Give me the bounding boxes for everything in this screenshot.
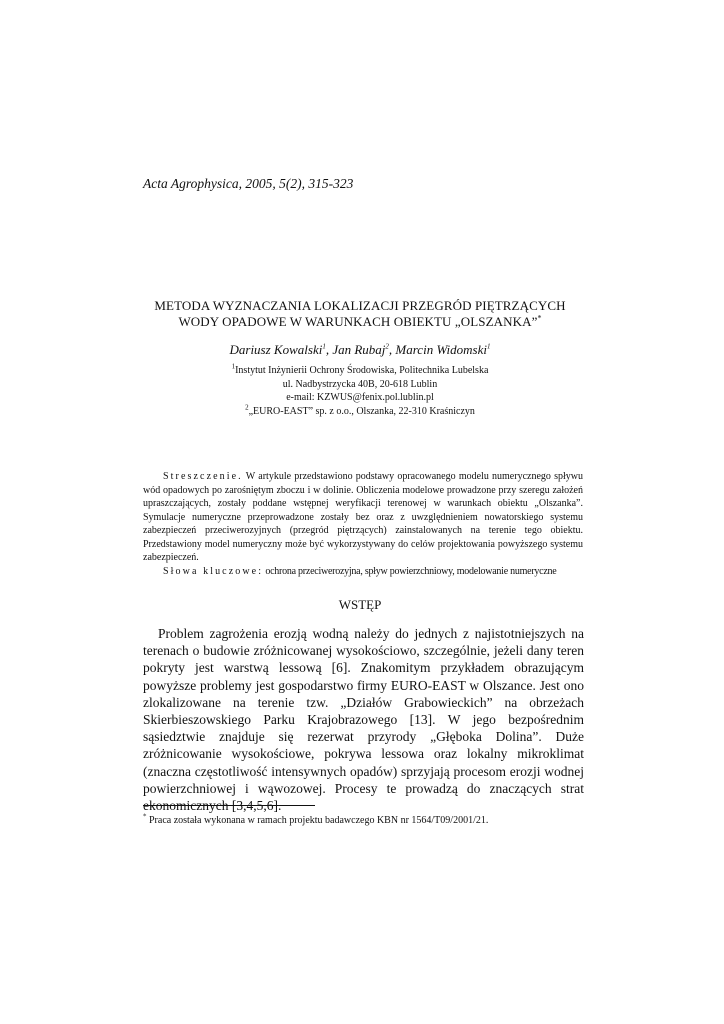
affiliation-1-address: ul. Nadbystrzycka 40B, 20-618 Lublin xyxy=(282,378,438,390)
author-affiliation-marker: 1 xyxy=(487,342,491,351)
abstract xyxy=(143,470,583,578)
keywords-text: ochrona przeciwerozyjna, spływ powierzchniowy, modelowanie numeryczne xyxy=(263,565,557,577)
title-line-1: METODA WYZNACZANIA LOKALIZACJI PRZEGRÓD PIĘTRZĄCYCH xyxy=(154,298,566,313)
abstract-paragraph xyxy=(143,470,583,565)
author-name: Dariusz Kowalski xyxy=(229,342,323,357)
title-line-2-text: WODY OPADOWE W WARUNKACH OBIEKTU „OLSZANKA” xyxy=(178,314,538,329)
title-footnote-marker: * xyxy=(537,313,542,323)
affiliations xyxy=(110,364,610,418)
footnote-text: Praca została wykonana w ramach projektu badawczego KBN nr 1564/T09/2001/21. xyxy=(146,815,489,826)
footnote-divider xyxy=(143,805,315,806)
author-affiliation-marker: 1 xyxy=(322,342,326,351)
body-text xyxy=(143,625,584,814)
author-name: Jan Rubaj xyxy=(332,342,386,357)
affiliation-marker: 1 xyxy=(231,362,236,371)
author-separator: , xyxy=(325,342,333,357)
affiliation-1-email: e-mail: KZWUS@fenix.pol.lublin.pl xyxy=(286,392,434,403)
keywords xyxy=(143,565,583,579)
affiliation-marker: 2 xyxy=(245,403,249,412)
title-line-2 xyxy=(110,314,610,330)
affiliation-2-line-1: $^2$„EURO-EAST” sp. z o.o., Olszanka, 22-310 Kraśniczyn xyxy=(245,403,475,417)
abstract-label: Streszczenie. xyxy=(163,471,243,482)
footnote-marker: * xyxy=(143,812,147,821)
body-paragraph: Problem zagrożenia erozją wodną należy do jednych z najistotniejszych na terenach o budowie zróżnicowanej wysokościowo, szczególnie, jeżeli dany teren pokryty jest warstwą lessową [6]. Znakomitym przykładem obrazującym powyższe problemy jest gospodarstwo firmy EURO-EAST w Olszance. Jest ono zlokalizowane na terenie tzw. „Działów Grabowieckich” na obrzeżach Skierbieszowskiego Parku Krajobrazowego [13]. W jego bezpośrednim sąsiedztwie znajduje się rezerwat przyrody „Głęboka Dolina”. Duże zróżnicowanie wysokościowe, pokrywa lessowa oraz lokalny mikroklimat (znaczna częstotliwość intensywnych opadów) sprzyjają procesom erozji wodnej powierzchniowej i wąwozowej. Procesy te prowadzą do znaczących strat ekonomicznych [3,4,5,6]. xyxy=(143,626,584,814)
affiliation-1-line-1: $^1$Instytut Inżynierii Ochrony Środowiska, Politechnika Lubelska xyxy=(231,362,489,376)
abstract-text: W artykule przedstawiono podstawy opracowanego modelu numerycznego spływu wód opadowych po zarośniętym zboczu i w dolinie. Obliczenia modelowe prowadzone przy szeregu założeń upraszczających, zostały poddane wstępnej weryfikacji terenowej w warunkach obiektu „Olszanka”. Symulacje numeryczne przeprowadzone zostały bez oraz z uwzględnieniem nowatorskiego systemu zabezpieczeń przeciwerozyjnych (przegród piętrzących) zainstalowanych na terenie tego obiektu. Przedstawiony model numeryczny może być wykorzystywany do celów projektowania powyższego systemu zabezpieczeń. xyxy=(143,471,583,563)
keywords-label: Słowa kluczowe: xyxy=(163,565,264,577)
author-separator: , xyxy=(388,342,396,357)
journal-reference: Acta Agrophysica, 2005, 5(2), 315-323 xyxy=(143,176,354,191)
paper-title xyxy=(110,298,610,330)
author-affiliation-marker: 2 xyxy=(385,342,389,351)
author-list xyxy=(110,342,610,358)
section-heading: WSTĘP xyxy=(338,597,382,612)
footnote xyxy=(143,814,584,827)
author-name: Marcin Widomski xyxy=(395,342,487,357)
